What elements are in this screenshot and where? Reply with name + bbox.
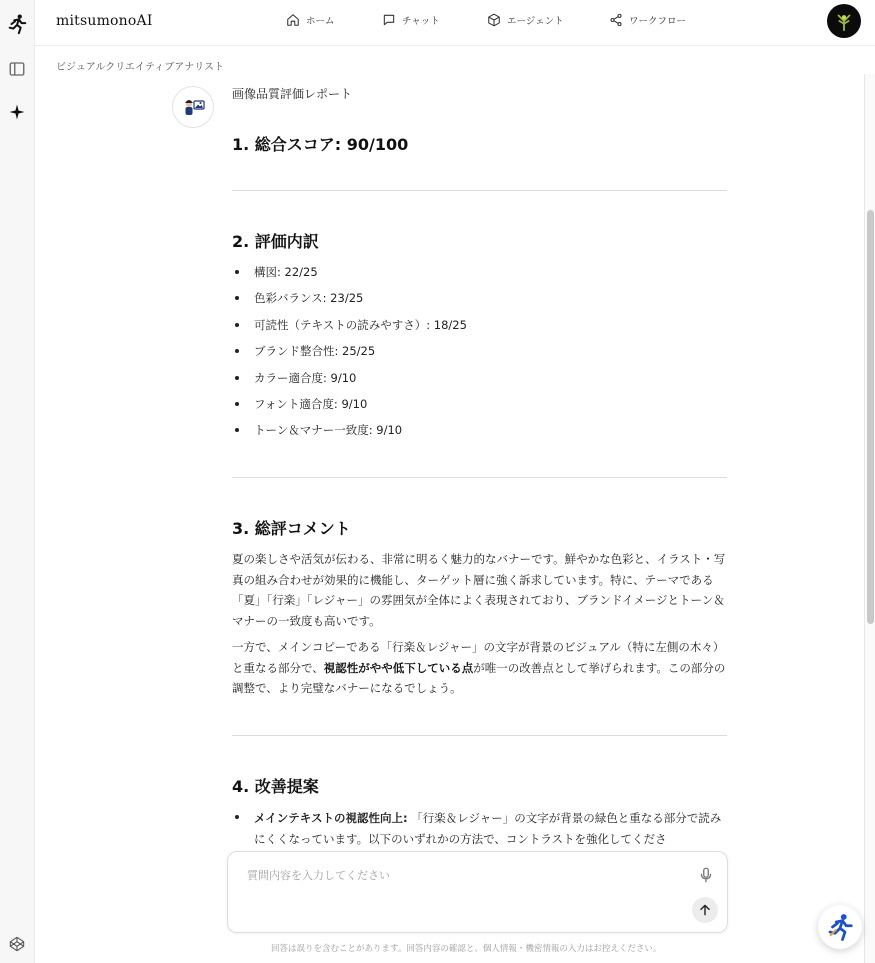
- nav-chat-label: チャット: [402, 16, 440, 27]
- divider: [232, 477, 727, 478]
- summary-text: 一方で、メインコピーである「行楽＆レジャー」の文字が背景のビジュアル（特に左側の木々）と重なる部分で、: [232, 640, 725, 675]
- section-summary-title: 3. 総評コメント: [232, 519, 351, 538]
- share-icon: [609, 13, 623, 27]
- breakdown-list: [232, 263, 467, 448]
- chat-input-box[interactable]: [227, 851, 728, 933]
- runner-mascot-icon: [825, 912, 855, 942]
- nav-agent-label: エージェント: [507, 16, 564, 27]
- list-item: フォント適合度: 9/10: [232, 395, 467, 421]
- summary-emphasis: 視認性がやや低下している点: [323, 660, 474, 675]
- agent-avatar: [172, 86, 214, 128]
- section-improvement-title: 4. 改善提案: [232, 777, 319, 796]
- nav-home[interactable]: [286, 13, 335, 27]
- list-item: ブランド整合性: 25/25: [232, 342, 467, 368]
- scrollbar-thumb[interactable]: [867, 210, 874, 624]
- list-item: トーン＆マナー一致度: 9/10: [232, 421, 467, 447]
- list-item: 可読性（テキストの読みやすさ）: 18/25: [232, 316, 467, 342]
- home-icon: [286, 13, 300, 27]
- left-rail: [0, 0, 35, 963]
- section-breakdown-title: 2. 評価内訳: [232, 232, 319, 251]
- nav-workflow[interactable]: [609, 13, 686, 27]
- list-item: [232, 808, 727, 849]
- nav-home-label: ホーム: [306, 16, 335, 27]
- send-button[interactable]: [692, 897, 718, 923]
- divider: [232, 190, 727, 191]
- user-avatar[interactable]: [827, 4, 861, 38]
- analyst-icon: [179, 93, 207, 121]
- chat-icon: [382, 13, 396, 27]
- arrow-up-icon: [698, 903, 712, 917]
- runner-logo-icon[interactable]: [6, 13, 28, 35]
- improvement-heading: メインテキストの視認性向上:: [254, 811, 408, 825]
- nav-workflow-label: ワークフロー: [629, 16, 687, 27]
- breadcrumb[interactable]: ビジュアルクリエイティブアナリスト: [56, 62, 224, 73]
- codepen-icon[interactable]: [6, 933, 28, 955]
- improvement-text: 「行楽＆レジャー」の文字が背景の緑色と重なる部分で読みにくくなっています。以下のいずれかの方法で、コントラストを強化してくださ: [254, 811, 722, 846]
- summary-paragraph-1: 夏の楽しさや活気が伝わる、非常に明るく魅力的なバナーです。鮮やかな色彩と、イラスト・写真の組み合わせが効果的に機能し、ターゲット層に強く訴求しています。特に、テーマである「夏」「行楽」「レジャー」の雰囲気が全体によく表現されており、ブランドイメージとトーン＆マナーの一致度も高いです。: [232, 552, 726, 628]
- sparkle-icon[interactable]: [6, 101, 28, 123]
- chat-input-placeholder[interactable]: 質問内容を入力してください: [247, 869, 390, 882]
- summary-text: が唯一の改善点として挙げられます。この部分の調整で、より完璧なバナーになるでしょう。: [232, 660, 726, 695]
- brand-logo[interactable]: mitsumonoAI: [56, 13, 153, 29]
- report-intro: 画像品質評価レポート: [232, 87, 353, 101]
- assistant-fab-button[interactable]: [818, 905, 862, 949]
- list-item: カラー適合度: 9/10: [232, 369, 467, 395]
- list-item: 構図: 22/25: [232, 263, 467, 289]
- cube-icon: [487, 13, 501, 27]
- disclaimer-text: 回答は誤りを含むことがあります。回答内容の確認と、個人情報・機密情報の入力はお控えください。: [271, 944, 662, 954]
- summary-paragraph-2: [232, 637, 727, 699]
- nav-agent[interactable]: [487, 13, 564, 27]
- nav-chat[interactable]: [382, 13, 440, 27]
- section-total-score-title: 1. 総合スコア: 90/100: [232, 135, 409, 154]
- microphone-icon[interactable]: [697, 866, 715, 884]
- report-content: [232, 86, 727, 846]
- list-item: 色彩バランス: 23/25: [232, 289, 467, 315]
- plant-icon: [833, 10, 855, 32]
- sidebar-toggle-icon[interactable]: [6, 58, 28, 80]
- top-header: [35, 0, 875, 46]
- improvement-list: [232, 808, 727, 849]
- divider: [232, 735, 727, 736]
